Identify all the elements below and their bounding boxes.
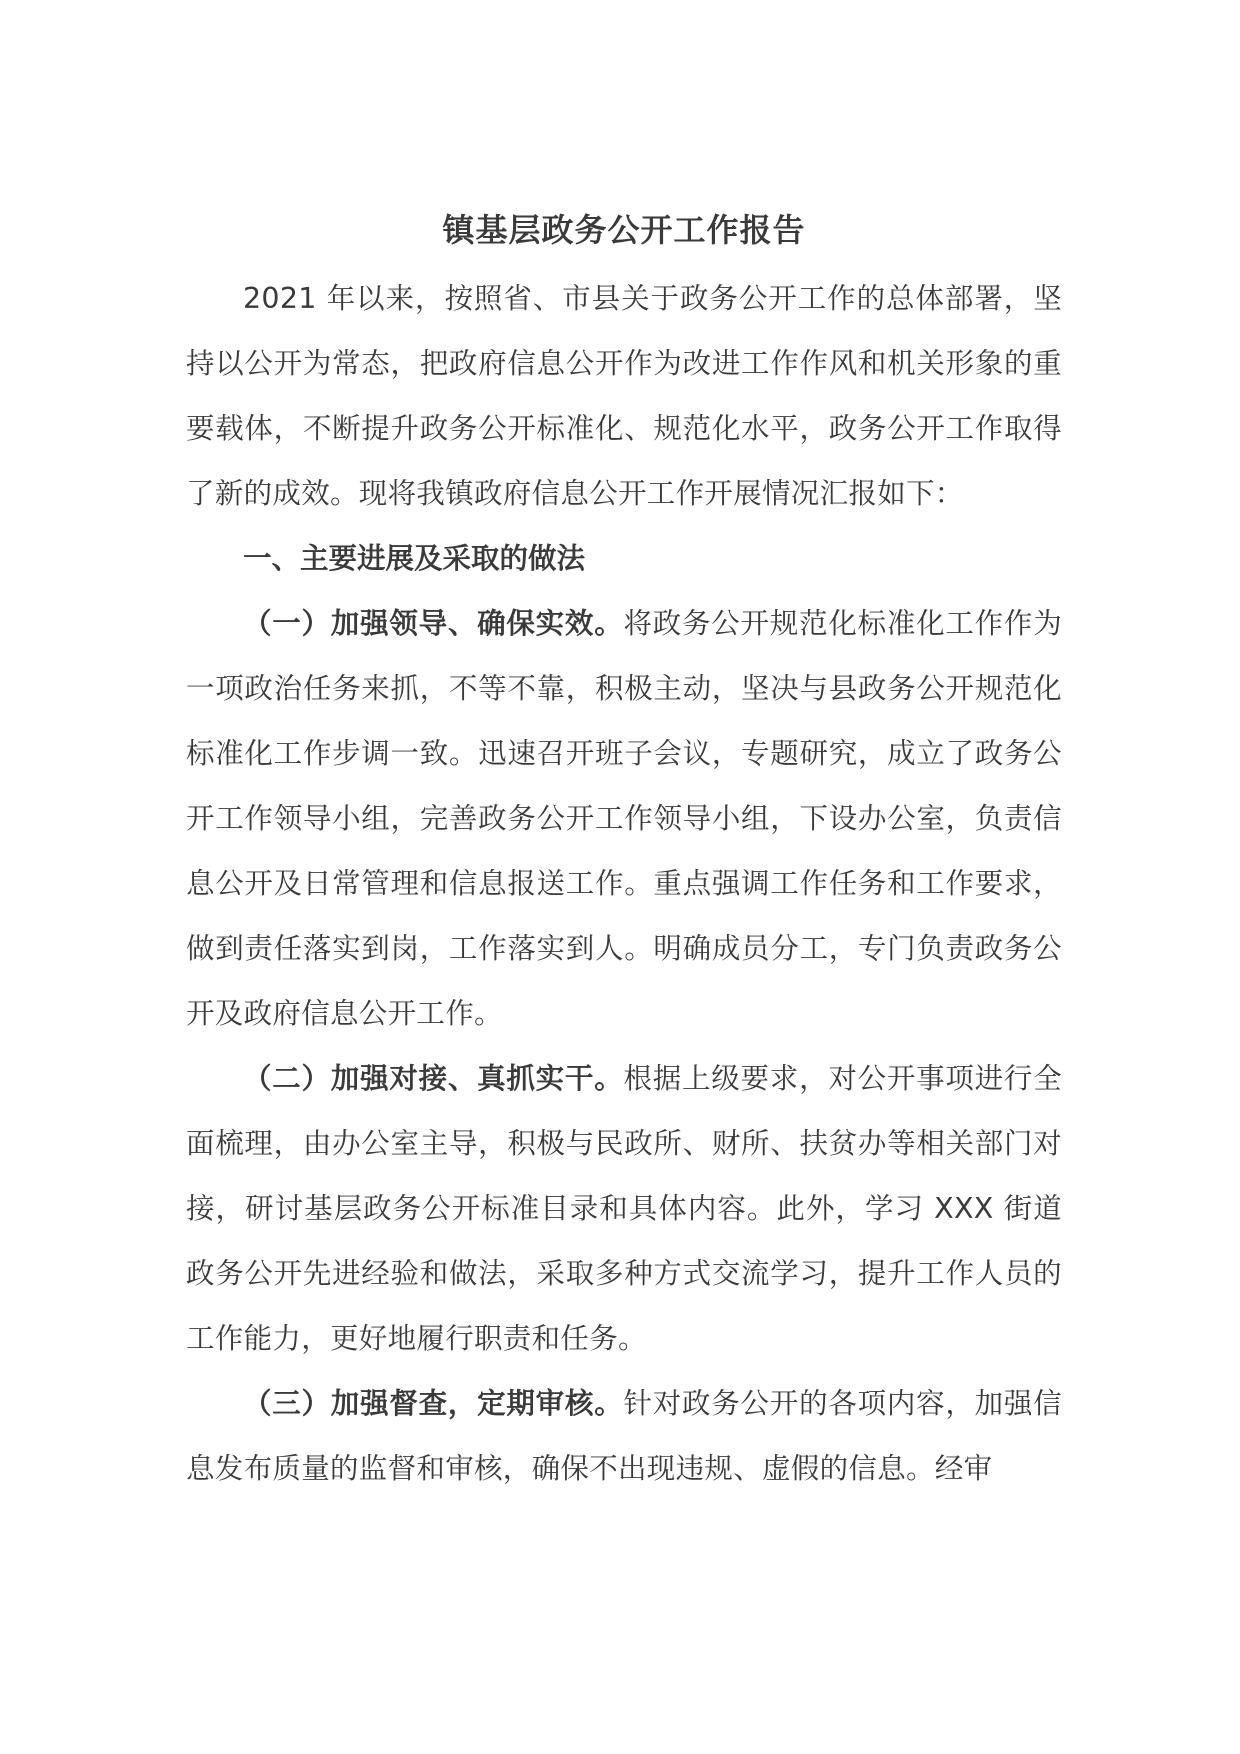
item-lead-3: （三）加强督查，定期审核。 bbox=[243, 1387, 624, 1420]
item-body-3: 针对政务公开的各项内容，加强信息发布质量的监督和审核，确保不出现违规、虚假的信息。经审 bbox=[186, 1387, 1062, 1485]
item-paragraph-3 bbox=[186, 1371, 1062, 1501]
item-lead-1: （一）加强领导、确保实效。 bbox=[243, 607, 624, 640]
item-lead-2: （二）加强对接、真抓实干。 bbox=[243, 1062, 624, 1095]
item-body-1: 将政务公开规范化标准化工作作为一项政治任务来抓，不等不靠，积极主动，坚决与县政务公开规范化标准化工作步调一致。迅速召开班子会议，专题研究，成立了政务公开工作领导小组，完善政务公开工作领导小组，下设办公室，负责信息公开及日常管理和信息报送工作。重点强调工作任务和工作要求，做到责任落实到岗，工作落实到人。明确成员分工，专门负责政务公开及政府信息公开工作。 bbox=[186, 607, 1062, 1030]
intro-paragraph: 2021 年以来，按照省、市县关于政务公开工作的总体部署，坚持以公开为常态，把政府信息公开作为改进工作作风和机关形象的重要载体，不断提升政务公开标准化、规范化水平，政务公开工作取得了新的成效。现将我镇政府信息公开工作开展情况汇报如下： bbox=[186, 282, 1062, 510]
document-title: 镇基层政务公开工作报告 bbox=[442, 211, 806, 249]
item-paragraph-2 bbox=[186, 1046, 1062, 1371]
item-body-2: 根据上级要求，对公开事项进行全面梳理，由办公室主导，积极与民政所、财所、扶贫办等相关部门对接，研讨基层政务公开标准目录和具体内容。此外，学习 XXX 街道政务公开先进经验和做法，采取多种方式交流学习，提升工作人员的工作能力，更好地履行职责和任务。 bbox=[186, 1062, 1062, 1355]
item-paragraph-1 bbox=[186, 591, 1062, 1046]
section-heading: 一、主要进展及采取的做法 bbox=[243, 542, 586, 575]
